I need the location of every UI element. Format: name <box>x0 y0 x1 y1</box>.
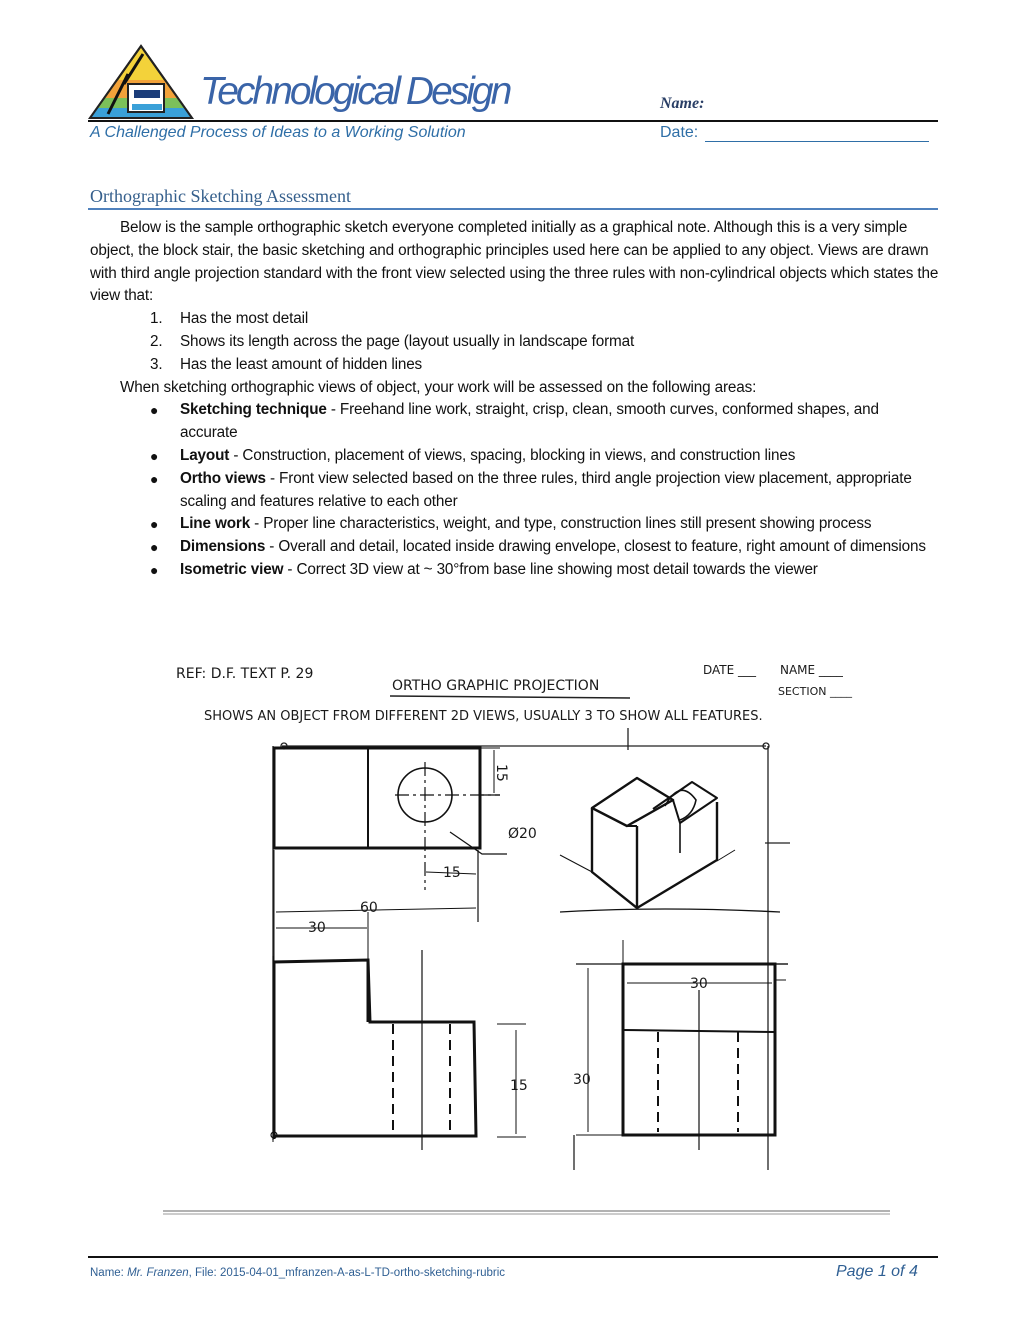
list-item: ● Line work - Proper line characteristics, weight, and type, construction lines still present showing process <box>90 513 940 536</box>
list-item: 2. Shows its length across the page (layout usually in landscape format <box>150 332 635 350</box>
front-view <box>271 912 526 1150</box>
section-title: Orthographic Sketching Assessment <box>90 186 351 206</box>
date-field[interactable] <box>705 141 929 142</box>
dim-side-width: 30 <box>690 976 708 992</box>
body-text <box>90 217 940 582</box>
dim-top-hole-offset-v: 15 <box>493 764 509 782</box>
list-item: ● Dimensions - Overall and detail, located inside drawing envelope, closest to feature, right amount of dimensions <box>90 536 940 559</box>
side-view <box>576 940 788 1150</box>
section-divider <box>88 208 938 210</box>
title-underline <box>390 696 630 698</box>
sketch-section-field: SECTION ____ <box>778 685 852 698</box>
page-number: Page 1 of 4 <box>836 1263 918 1280</box>
bullet-icon: ● <box>150 516 159 533</box>
bullet-icon: ● <box>150 539 159 556</box>
sketch-ref: REF: D.F. TEXT P. 29 <box>176 666 314 682</box>
rules-list <box>90 308 940 376</box>
header-divider <box>88 120 938 122</box>
footer-divider <box>88 1256 938 1258</box>
dim-front-step-width: 30 <box>308 920 326 936</box>
list-item: ● Layout - Construction, placement of views, spacing, blocking in views, and construction lines <box>90 445 940 468</box>
criteria-list <box>90 399 940 581</box>
sketch-subtitle: SHOWS AN OBJECT FROM DIFFERENT 2D VIEWS, USUALLY 3 TO SHOW ALL FEATURES. <box>204 709 763 724</box>
isometric-view <box>560 778 780 912</box>
dim-front-step-height: 15 <box>510 1078 528 1094</box>
dim-side-height: 30 <box>573 1072 591 1088</box>
intro-paragraph: Below is the sample orthographic sketch everyone completed initially as a graphical note. Although this is a very simple object, the block stair, the basic sketching and orthographic principles used here can be applied to any object. Views are drawn with third angle projection standard with the front view selected using the three rules with non-cylindrical objects which states the view that: <box>90 219 939 305</box>
top-view <box>274 748 507 922</box>
list-item: 3. Has the least amount of hidden lines <box>150 355 423 373</box>
sketch-title: ORTHO GRAPHIC PROJECTION <box>392 678 600 694</box>
sketch-name-field: NAME ____ <box>780 663 843 677</box>
bullet-icon: ● <box>150 470 159 487</box>
bullet-icon: ● <box>150 447 159 464</box>
date-label: Date: <box>660 124 699 141</box>
bullet-icon: ● <box>150 561 159 578</box>
footer-file-info: Name: Mr. Franzen, File: 2015-04-01_mfranzen-A-as-L-TD-ortho-sketching-rubric <box>90 1267 506 1279</box>
tagline: A Challenged Process of Ideas to a Working Solution <box>90 124 466 141</box>
name-label: Name: <box>660 95 705 112</box>
list-item: 1. Has the most detail <box>150 310 309 328</box>
dim-overall-length: 60 <box>360 900 378 916</box>
list-item: ● Sketching technique - Freehand line work, straight, crisp, clean, smooth curves, conformed shapes, and accurate <box>150 401 879 442</box>
triangle-logo-icon <box>88 44 194 122</box>
list-item: ● Ortho views - Front view selected based on the three rules, third angle projection view placement, appropriate scaling and features relative to each other <box>150 469 912 510</box>
orthographic-sketch <box>160 650 900 1220</box>
bullet-icon: ● <box>150 402 159 419</box>
list-item: ● Isometric view - Correct 3D view at ~ 30°from base line showing most detail towards the viewer <box>90 559 940 582</box>
assessment-lead: When sketching orthographic views of object, your work will be assessed on the following areas: <box>120 378 757 396</box>
sketch-date-field: DATE ___ <box>703 663 757 677</box>
brand-title: Technological Design <box>200 70 510 113</box>
dim-hole-offset-h: 15 <box>443 865 461 881</box>
dim-hole-diameter: Ø20 <box>508 826 537 842</box>
